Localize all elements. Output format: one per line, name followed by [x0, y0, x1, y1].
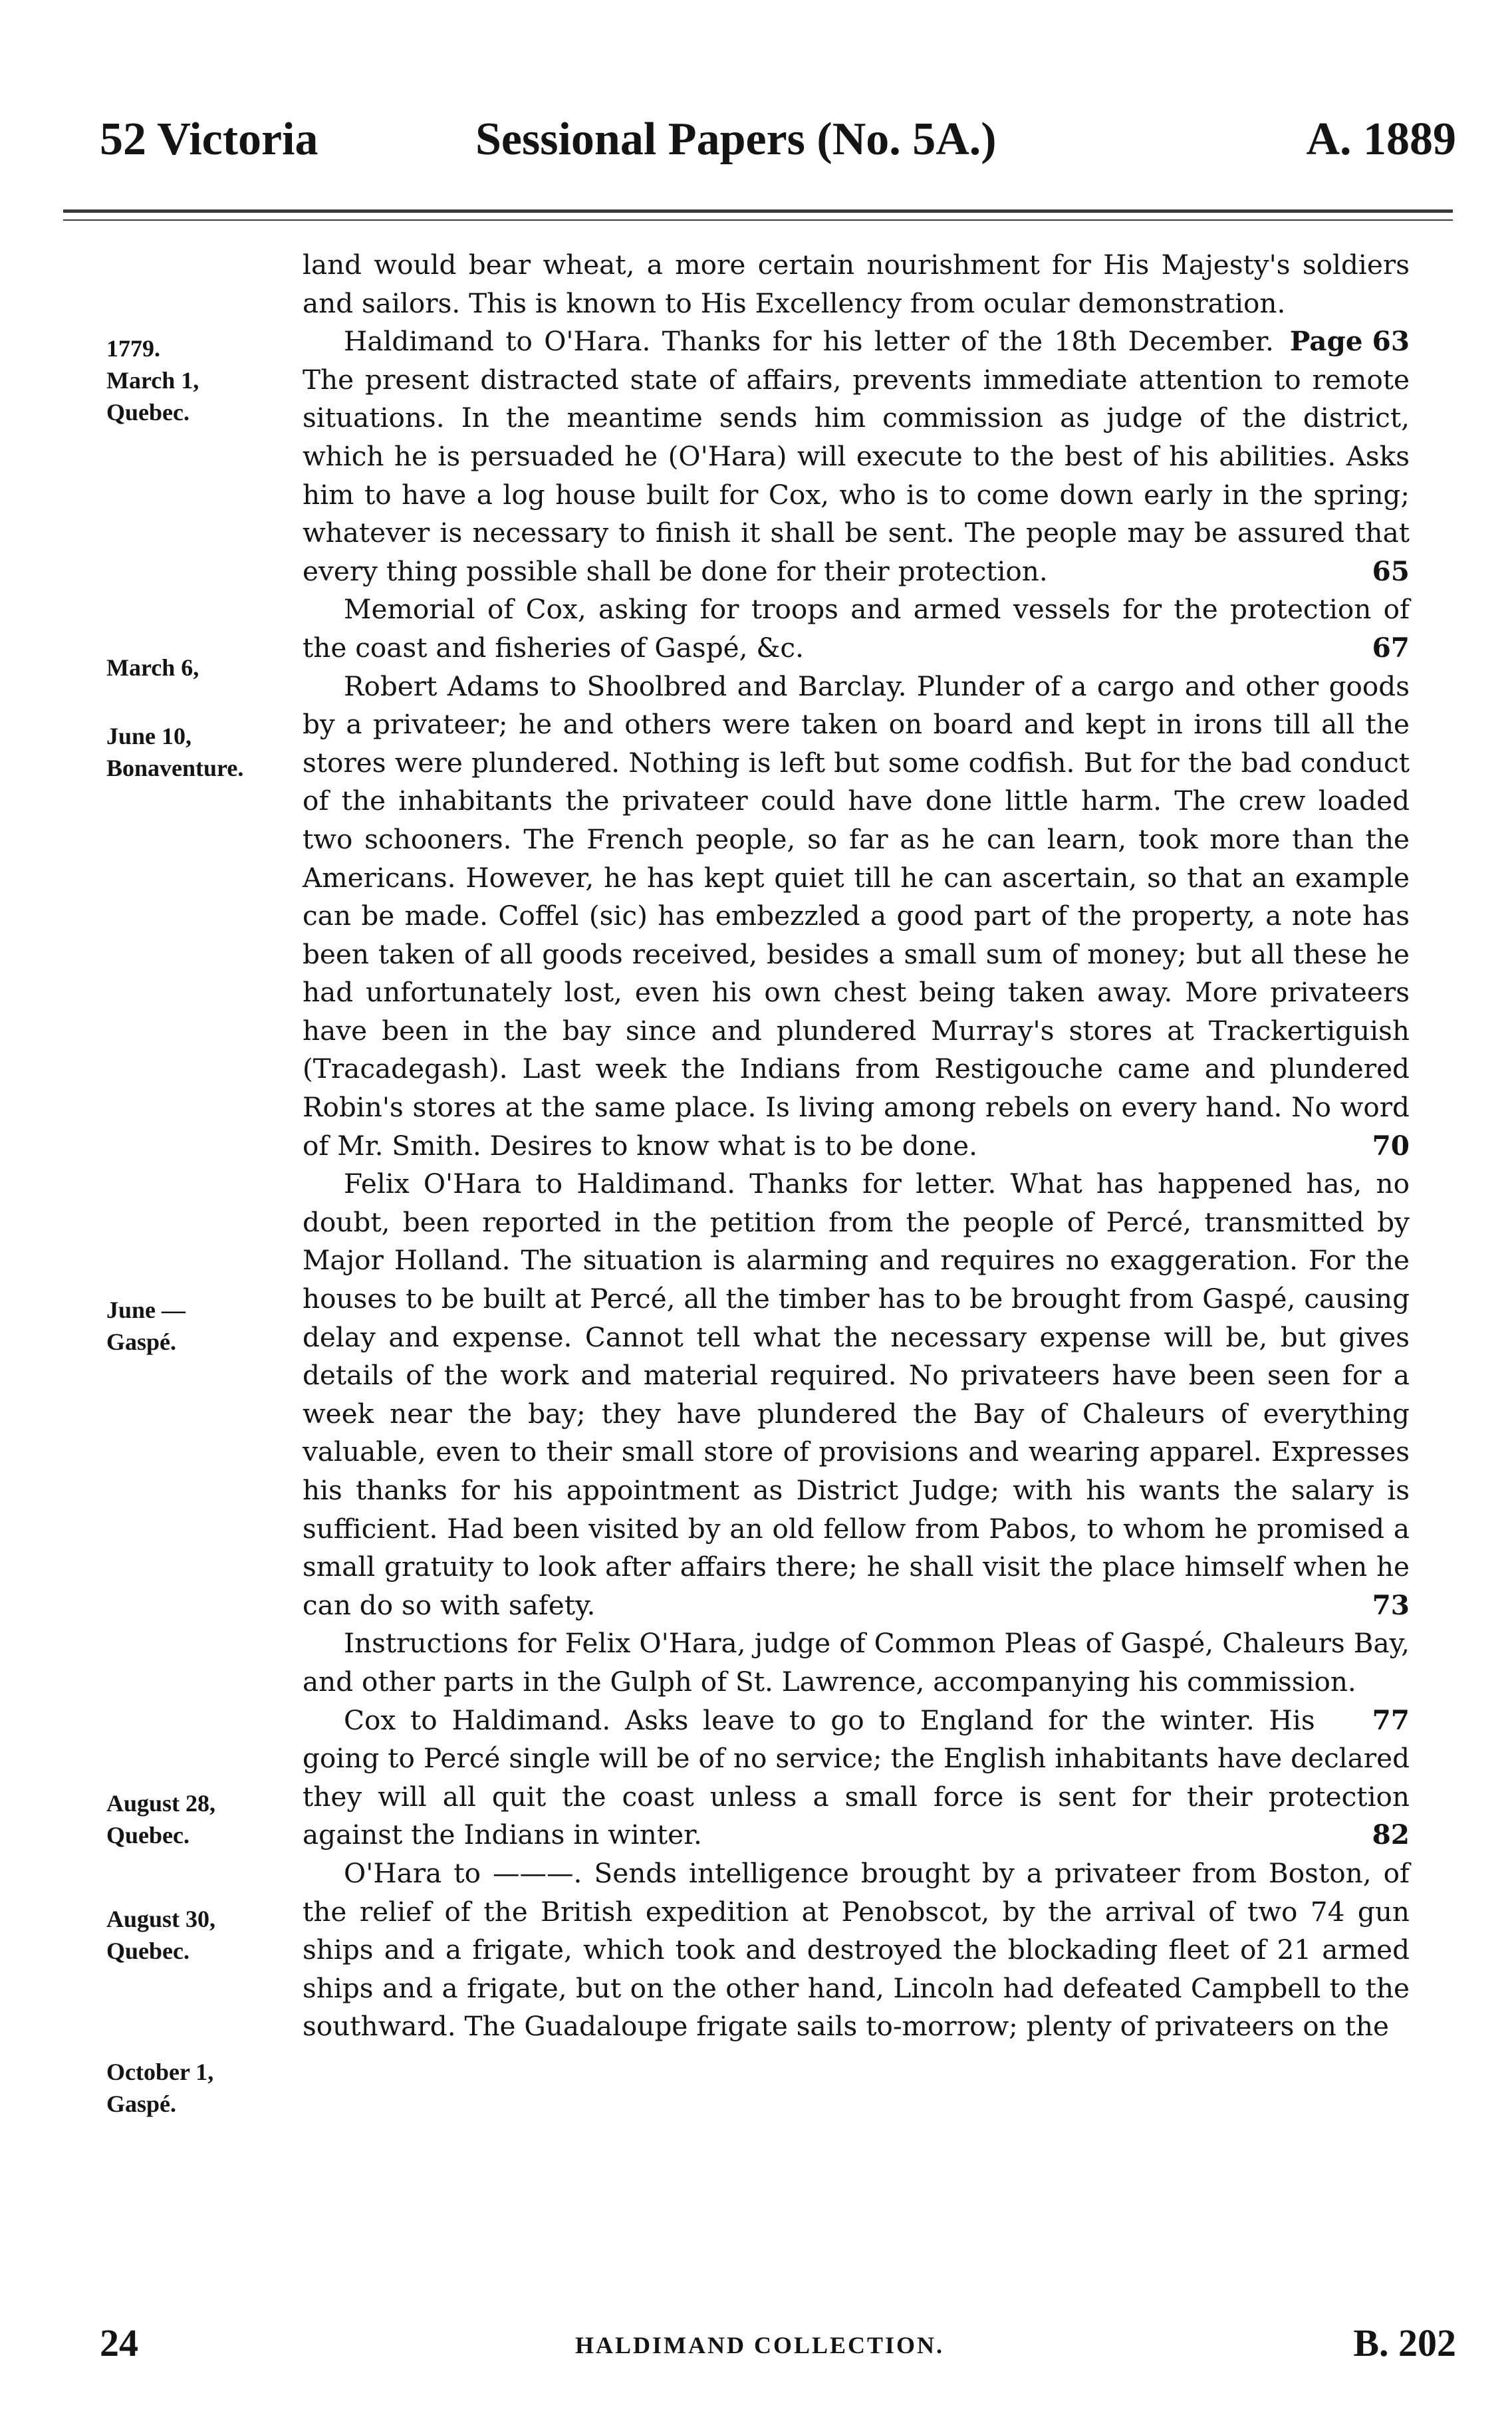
margin-year: 1779. — [106, 335, 160, 362]
entry-text: Instructions for Felix O'Hara, judge of Common Pleas of Gaspé, Chaleurs Bay, and other parts in the Gulph of St. Lawrence, accompanying his commission. — [303, 1627, 1410, 1698]
margin-date-march-1 — [106, 332, 306, 428]
entry-paragraph — [303, 1165, 1410, 1624]
page-reference: 82 — [1372, 1819, 1410, 1851]
margin-date-march-6 — [106, 652, 306, 684]
entry-text: O'Hara to ———. Sends intelligence brought by a privateer from Boston, of the relief of the British expedition at Penobscot, by the arrival of two 74 gun ships and a frigate, which took and destroyed the blockading fleet of 21 armed ships and a frigate, but on the other hand, Lincoln had defeated Campbell to the southward. The Guadaloupe frigate sails to-morrow; plenty of privateers on the — [303, 1856, 1410, 2043]
margin-date-august-30 — [106, 1903, 306, 1967]
header-rule-thick — [63, 209, 1453, 213]
margin-place: Bonaventure. — [106, 755, 244, 781]
margin-date: March 6, — [106, 654, 199, 681]
footer-sheet-number: 24 — [100, 2321, 138, 2364]
entry-text: Haldimand to O'Hara. Thanks for his letter of the 18th December. The present distracted state of affairs, prevents immediate attention to remote situations. In the meantime sends him commission as judge of the district, which he is persuaded he (O'Hara) will execute to the best of his abilities. Asks him to have a log house built for Cox, who is to come down early in the spring; whatever is necessary to finish it shall be sent. The people may be assured that every thing possible shall be done for their protection. — [303, 325, 1410, 587]
entry-text: Felix O'Hara to Haldimand. Thanks for letter. What has happened has, no doubt, been reported in the petition from the people of Percé, transmitted by Major Holland. The situation is alarming and requires no exaggeration. For the houses to be built at Percé, all the timber has to be brought from Gaspé, causing delay and expense. Cannot tell what the necessary expense will be, but gives details of the work and material required. No privateers have been seen for a week near the bay; they have plundered the Bay of Chaleurs of everything valuable, even to their small store of provisions and wearing apparel. Expresses his thanks for his appointment as District Judge; with his wants the salary is sufficient. Had been visited by an old fellow from Pabos, to whom he promised a small gratuity to look after affairs there; he shall visit the place himself when he can do so with safety. — [303, 1168, 1410, 1621]
footer-collection: HALDIMAND COLLECTION. — [575, 2332, 945, 2359]
page-reference: 70 — [1372, 1129, 1410, 1162]
margin-date: August 28, — [106, 1790, 216, 1817]
calendar-entries — [303, 246, 1410, 2046]
page-reference: 73 — [1372, 1589, 1410, 1621]
entry-paragraph — [303, 1702, 1410, 1854]
header-session: 52 Victoria — [100, 114, 318, 165]
page-reference: 65 — [1372, 555, 1410, 587]
header-rule-thin — [63, 219, 1453, 221]
entry-paragraph — [303, 590, 1410, 667]
entry-paragraph — [303, 668, 1410, 1166]
margin-date: October 1, — [106, 2059, 214, 2085]
margin-date-october-1 — [106, 2056, 306, 2120]
page-header — [100, 113, 1456, 180]
page-reference: Page 63 — [1289, 325, 1410, 358]
margin-place: Quebec. — [106, 1938, 189, 1964]
margin-date: March 1, — [106, 367, 199, 394]
margin-place: Quebec. — [106, 399, 189, 426]
margin-date-august-28 — [106, 1787, 306, 1851]
page-reference: 77 — [1372, 1704, 1410, 1736]
entry-text: land would bear wheat, a more certain nourishment for His Majesty's soldiers and sailors. This is known to His Excellency from ocular demonstration. — [303, 249, 1410, 319]
entry-paragraph — [303, 322, 1410, 590]
margin-date: June — — [106, 1297, 186, 1323]
entry-text: Memorial of Cox, asking for troops and armed vessels for the protection of the coast and fisheries of Gaspé, &c. — [303, 593, 1410, 664]
header-year: A. 1889 — [1306, 114, 1456, 165]
margin-date: June 10, — [106, 723, 192, 749]
margin-date-june-10 — [106, 720, 306, 784]
margin-place: Gaspé. — [106, 1329, 177, 1355]
margin-date-june — [106, 1294, 306, 1358]
entry-paragraph — [303, 1624, 1410, 1736]
footer-page-number: B. 202 — [1353, 2321, 1456, 2364]
margin-place: Quebec. — [106, 1822, 189, 1849]
page-footer — [100, 2321, 1456, 2374]
entry-text: Cox to Haldimand. Asks leave to go to England for the winter. His going to Percé single will be of no service; the English inhabitants have declared they will all quit the coast unless a small force is sent for their protection against the Indians in winter. — [303, 1704, 1410, 1851]
entry-paragraph — [303, 246, 1410, 358]
page-reference: 67 — [1372, 631, 1410, 664]
entry-paragraph — [303, 1854, 1410, 2046]
margin-place: Gaspé. — [106, 2091, 177, 2117]
margin-date: August 30, — [106, 1906, 216, 1932]
entry-text: Robert Adams to Shoolbred and Barclay. Plunder of a cargo and other goods by a privateer; he and others were taken on board and kept in irons till all the stores were plundered. Nothing is left but some codfish. But for the bad conduct of the inhabitants the privateer could have done little harm. The crew loaded two schooners. The French people, so far as he can learn, took more than the Americans. However, he has kept quiet till he can ascertain, so that an example can be made. Coffel (sic) has embezzled a good part of the property, a note has been taken of all goods received, besides a small sum of money; but all these he had unfortunately lost, even his own chest being taken away. More privateers have been in the bay since and plundered Murray's stores at Trackertiguish (Tracadegash). Last week the Indians from Restigouche came and plundered Robin's stores at the same place. Is living among rebels on every hand. No word of Mr. Smith. Desires to know what is to be done. — [303, 670, 1410, 1162]
header-title: Sessional Papers (No. 5A.) — [475, 114, 997, 165]
